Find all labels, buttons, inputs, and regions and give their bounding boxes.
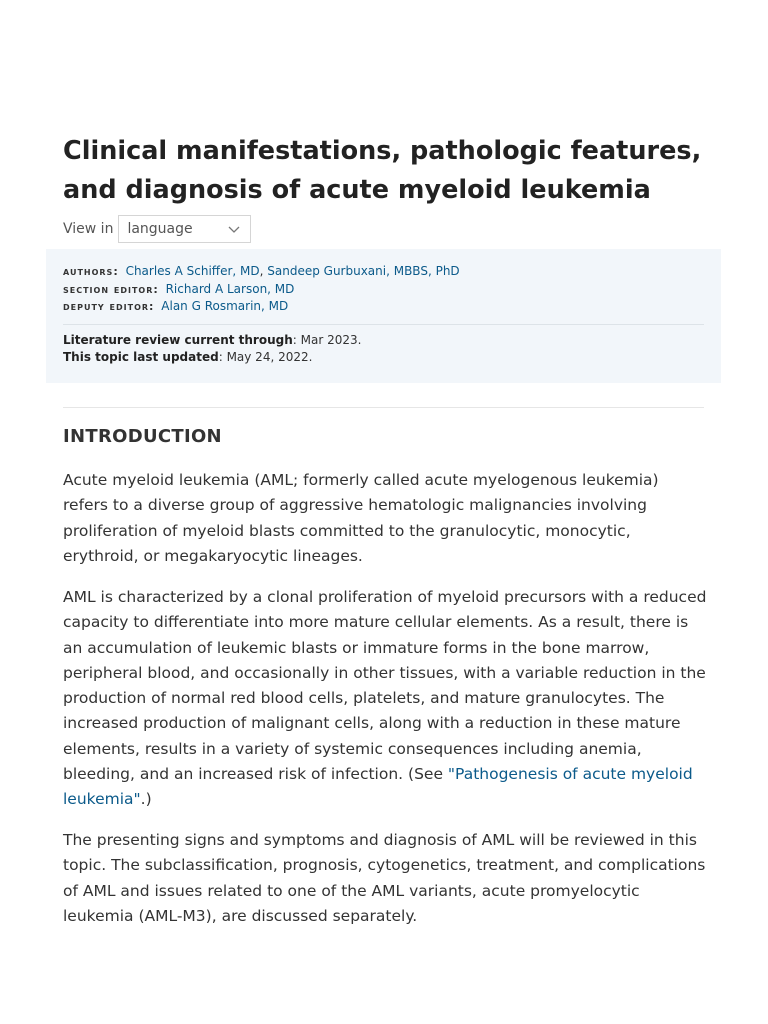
deputy-editor-link[interactable]: Alan G Rosmarin, MD	[161, 299, 289, 313]
section-editor-link[interactable]: Richard A Larson, MD	[165, 282, 295, 296]
author-link[interactable]: Charles A Schiffer, MD	[125, 264, 260, 278]
author-link[interactable]: Sandeep Gurbuxani, MBBS, PhD	[267, 264, 460, 278]
last-updated-row: This topic last updated: May 24, 2022.	[63, 350, 313, 364]
language-dropdown[interactable]	[118, 215, 251, 243]
last-updated-value: May 24, 2022.	[226, 350, 313, 364]
section-editor-label: section editor	[63, 283, 154, 296]
view-in-label: View in	[63, 221, 114, 237]
article-title: Clinical manifestations, pathologic features, and diagnosis of acute myeloid leukemia	[63, 136, 702, 205]
introduction-paragraph-1: Acute myeloid leukemia (AML; formerly called acute myelogenous leukemia) refers to a diverse group of aggressive hematologic malignancies involving proliferation of myeloid blasts committed to the granulocytic, monocytic, erythroid, or megakaryocytic lineages.	[63, 471, 659, 565]
deputy-editor-label: deputy editor	[63, 300, 150, 313]
authors-row: authors: Charles A Schiffer, MD, Sandeep Gurbuxani, MBBS, PhD	[63, 264, 460, 278]
language-dropdown-value: language	[127, 221, 193, 237]
literature-review-value: Mar 2023.	[300, 333, 362, 347]
section-editor-row: section editor: Richard A Larson, MD	[63, 282, 295, 296]
topic-metadata	[46, 249, 721, 383]
deputy-editor-row: deputy editor: Alan G Rosmarin, MD	[63, 299, 289, 313]
chevron-down-icon	[227, 222, 241, 236]
authors-label: authors	[63, 265, 114, 278]
pathogenesis-link[interactable]: "Pathogenesis of acute myeloid leukemia"	[63, 765, 693, 809]
metadata-divider	[63, 324, 704, 325]
introduction-heading: INTRODUCTION	[63, 426, 222, 447]
introduction-paragraph-3: The presenting signs and symptoms and diagnosis of AML will be reviewed in this topic. The subclassification, prognosis, cytogenetics, treatment, and complications of AML and issues related to one of the AML variants, acute promyelocytic leukemia (AML-M3), are discussed separately.	[63, 831, 706, 925]
section-divider	[63, 407, 704, 408]
introduction-paragraph-2: AML is characterized by a clonal proliferation of myeloid precursors with a reduced capacity to differentiate into more mature cellular elements. As a result, there is an accumulation of leukemic blasts or immature forms in the bone marrow, peripheral blood, and occasionally in other tissues, with a variable reduction in the production of normal red blood cells, platelets, and mature granulocytes. The increased production of malignant cells, along with a reduction in these mature elements, results in a variety of systemic consequences including anemia, bleeding, and an increased risk of infection. (See "Pathogenesis of acute myeloid leukemia".)	[63, 588, 707, 809]
language-selector-row	[63, 214, 251, 244]
literature-review-row: Literature review current through: Mar 2023.	[63, 333, 362, 347]
last-updated-label: This topic last updated	[63, 350, 219, 364]
literature-review-label: Literature review current through	[63, 333, 293, 347]
